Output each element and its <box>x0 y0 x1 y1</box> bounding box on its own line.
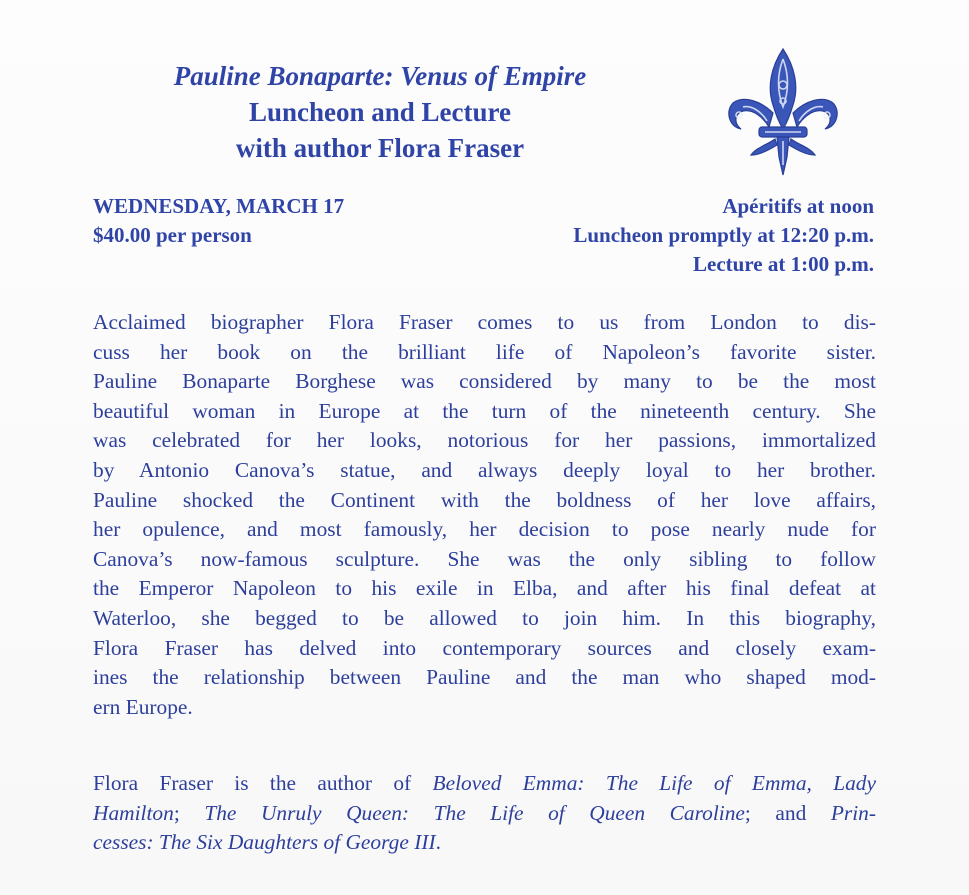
description-line: Canova’s now-famous sculpture. She was the only sibling to follow <box>93 546 876 571</box>
description-line: cuss her book on the brilliant life of Napoleon’s favorite sister. <box>93 339 876 364</box>
event-date-price <box>93 192 344 250</box>
description-line: ines the relationship between Pauline and the man who shaped mod- <box>93 665 876 690</box>
description-line: Pauline shocked the Continent with the boldness of her love affairs, <box>93 487 876 512</box>
author-books-line-2 <box>93 799 876 829</box>
author-intro: Flora Fraser is the author of <box>93 771 433 795</box>
description-paragraph <box>93 308 876 722</box>
lecture-time: Lecture at 1:00 p.m. <box>693 252 874 276</box>
author-books-paragraph <box>93 769 876 858</box>
book-title-princesses: Prin- <box>830 800 876 825</box>
description-line: ern Europe. <box>93 694 193 719</box>
description-line: was celebrated for her looks, notorious for her passions, immortalized <box>93 428 876 453</box>
author-books-line-3 <box>93 828 876 858</box>
fleur-de-lis-icon <box>723 45 843 180</box>
event-schedule <box>573 192 874 279</box>
description-line: the Emperor Napoleon to his exile in Elba, and after his final defeat at <box>93 576 876 601</box>
description-line: by Antonio Canova’s statue, and always deeply loyal to her brother. <box>93 457 876 482</box>
description-line: Waterloo, she begged to be allowed to join him. In this biography, <box>93 605 876 630</box>
book-title-unruly-queen: The Unruly Queen: The Life of Queen Caroline <box>204 800 745 825</box>
author-books-line-1 <box>93 769 876 799</box>
luncheon-time: Luncheon promptly at 12:20 p.m. <box>573 223 874 247</box>
title-line-2: Luncheon and Lecture <box>248 97 512 127</box>
description-line: Pauline Bonaparte Borghese was considered by many to be the most <box>93 369 876 394</box>
title-line-3: with author Flora Fraser <box>235 133 525 163</box>
book-title-beloved-emma: Beloved Emma: The Life of Emma, Lady <box>432 771 876 795</box>
event-price: $40.00 per person <box>93 223 252 247</box>
book-title-beloved-emma-cont: Hamilton <box>93 800 174 825</box>
separator: ; <box>173 800 205 825</box>
description-line: Flora Fraser has delved into contemporary sources and closely exam- <box>93 635 876 660</box>
aperitifs-time: Apéritifs at noon <box>722 194 874 218</box>
description-line: her opulence, and most famously, her decision to pose nearly nude for <box>93 517 876 542</box>
book-title-princesses-cont: cesses: The Six Daughters of George III <box>93 830 436 855</box>
description-line: beautiful woman in Europe at the turn of the nineteenth century. She <box>93 398 876 423</box>
event-date: WEDNESDAY, MARCH 17 <box>93 194 345 218</box>
period: . <box>435 830 441 855</box>
separator: ; and <box>744 800 831 825</box>
description-line: Acclaimed biographer Flora Fraser comes to us from London to dis- <box>93 310 876 334</box>
event-title <box>120 58 640 166</box>
title-line-1: Pauline Bonaparte: Venus of Empire <box>173 61 587 91</box>
